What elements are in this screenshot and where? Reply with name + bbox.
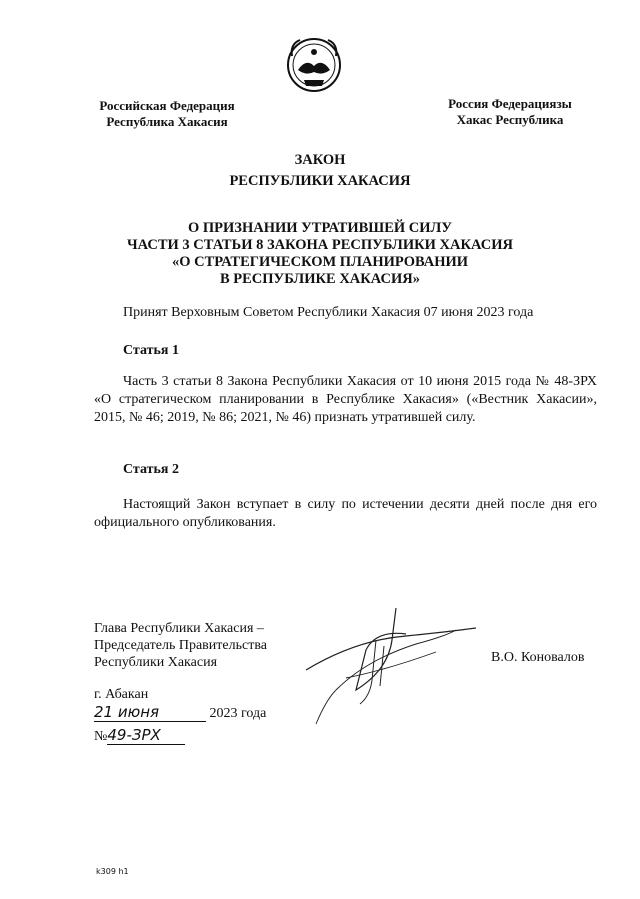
signatory-name: В.О. Коновалов — [491, 650, 585, 665]
law-title — [60, 220, 580, 288]
law-title-line2: ЧАСТИ 3 СТАТЬИ 8 ЗАКОНА РЕСПУБЛИКИ ХАКАСИЯ — [127, 237, 513, 253]
law-number — [94, 726, 185, 745]
article-1-text: Часть 3 статьи 8 Закона Республики Хакасия от 10 июня 2015 года № 48-ЗРХ «О стратегическом планировании в Республике Хакасия» («Вестник Хакасии», 2015, № 46; 2019, № 86; 2021, № 46) признать утратившей силу. — [94, 374, 597, 425]
header-right — [440, 96, 580, 128]
header-left-line1: Российская Федерация — [99, 98, 235, 113]
signatory-position-line3: Республики Хакасия — [94, 655, 218, 670]
header-left — [92, 98, 242, 130]
handwritten-signature — [296, 600, 496, 730]
law-type — [60, 150, 580, 192]
law-title-line3: «О СТРАТЕГИЧЕСКОМ ПЛАНИРОВАНИИ — [171, 254, 469, 270]
header-right-line1: Россия Федерациязы — [448, 96, 572, 111]
city: г. Абакан — [94, 687, 149, 702]
handwritten-date: 21 июня — [94, 703, 206, 722]
signatory-position — [94, 620, 267, 671]
signatory-position-line1: Глава Республики Хакасия – — [94, 621, 264, 636]
article-2-heading: Статья 2 — [123, 462, 179, 477]
coat-of-arms-emblem-icon — [284, 36, 344, 98]
article-1-heading: Статья 1 — [123, 343, 179, 358]
law-number-prefix: № — [94, 729, 108, 744]
adoption-note: Принят Верховным Советом Республики Хакасия 07 июня 2023 года — [123, 305, 534, 320]
law-type-line1: ЗАКОН — [294, 152, 346, 168]
law-title-line1: О ПРИЗНАНИИ УТРАТИВШЕЙ СИЛУ — [187, 220, 452, 236]
handwritten-law-number: 49-ЗРХ — [107, 726, 185, 745]
signing-date — [94, 703, 266, 722]
article-2-text: Настоящий Закон вступает в силу по истечении десяти дней после дня его официального опубликования. — [94, 497, 597, 530]
signatory-position-line2: Председатель Правительства — [94, 638, 267, 653]
law-title-line4: В РЕСПУБЛИКЕ ХАКАСИЯ» — [219, 271, 420, 287]
law-type-line2: РЕСПУБЛИКИ ХАКАСИЯ — [229, 173, 411, 189]
header-left-line2: Республика Хакасия — [106, 114, 228, 129]
signing-year: 2023 года — [209, 706, 267, 721]
header-right-line2: Хакас Республика — [456, 112, 564, 127]
footer-code: k309 h1 — [96, 867, 129, 876]
